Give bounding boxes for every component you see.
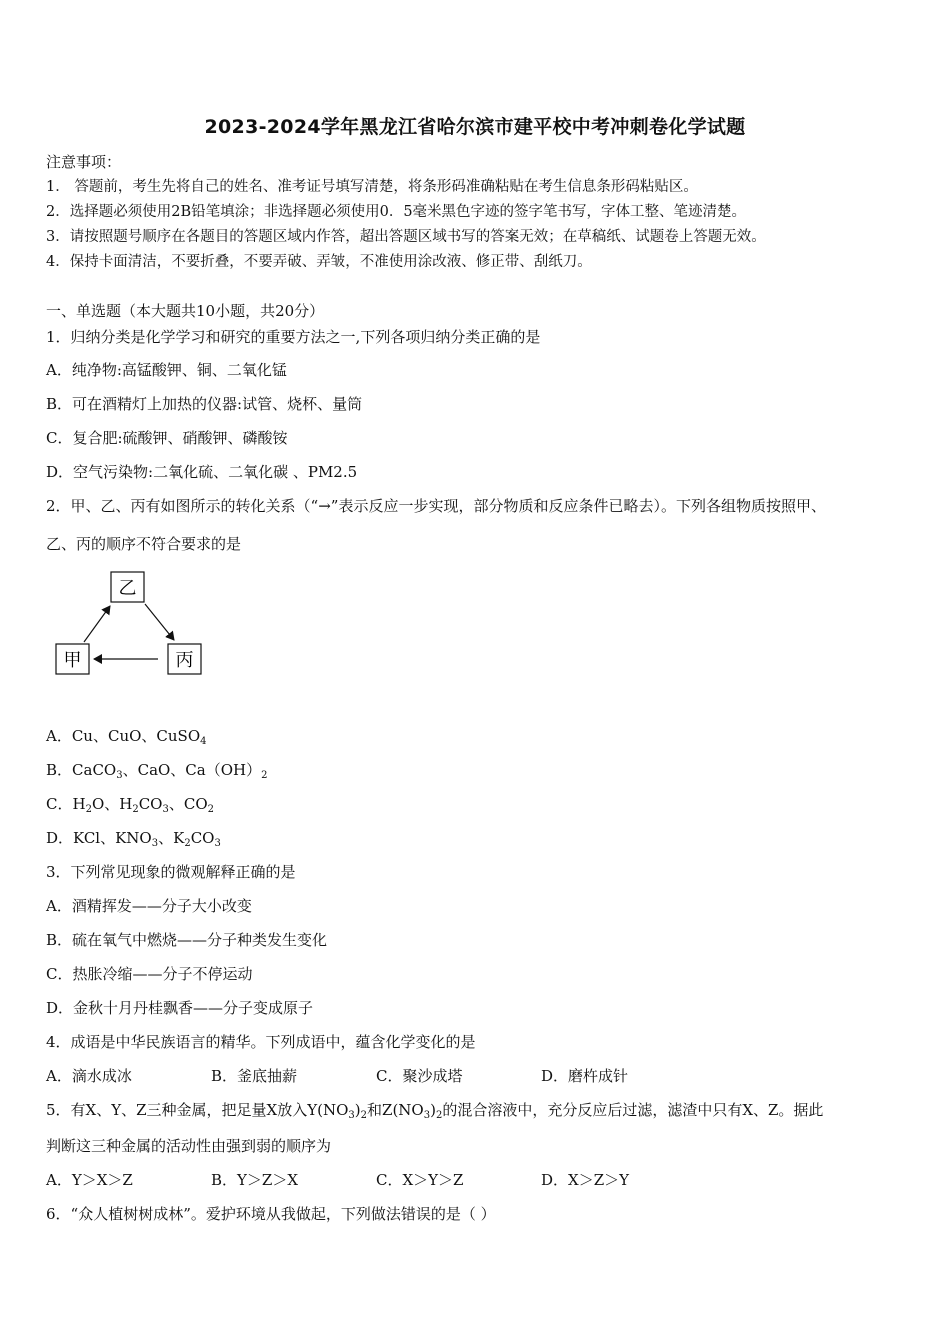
notice-item: 4．保持卡面清洁，不要折叠，不要弄破、弄皱，不准使用涂改液、修正带、刮纸刀。 bbox=[46, 254, 592, 270]
q5-stem-line1: 5．有X、Y、Z三种金属，把足量X放入$Y(NO_3)_2$和$Z(NO_3)_2$的混合溶液中，充分反应后过滤，滤渣中只有X、Z。据此 bbox=[46, 1101, 824, 1121]
q4-option-a: A．滴水成冰 bbox=[46, 1067, 132, 1085]
conversion-diagram bbox=[50, 568, 220, 688]
q5-stem-line2: 判断这三种金属的活动性由强到弱的顺序为 bbox=[46, 1137, 332, 1155]
notice-item: 1． 答题前，考生先将自己的姓名、准考证号填写清楚，将条形码准确粘贴在考生信息条形码粘贴区。 bbox=[46, 179, 698, 195]
notice-heading: 注意事项： bbox=[46, 153, 122, 171]
q4-options bbox=[46, 1066, 628, 1086]
q5-options bbox=[46, 1170, 629, 1190]
q3-option-a: A．酒精挥发——分子大小改变 bbox=[46, 897, 252, 915]
q2-option-c: C．$H_2O$、$H_2CO_3$、$CO_2$ bbox=[46, 795, 215, 815]
q4-option-b: B．釜底抽薪 bbox=[211, 1067, 298, 1085]
arrow-yi-to-bing bbox=[145, 604, 174, 640]
q3-option-b: B．硫在氧气中燃烧——分子种类发生变化 bbox=[46, 931, 328, 949]
box-jia-label: 甲 bbox=[63, 650, 82, 671]
arrow-jia-to-yi bbox=[84, 606, 110, 642]
notice-item: 3．请按照题号顺序在各题目的答题区域内作答，超出答题区域书写的答案无效；在草稿纸、试题卷上答题无效。 bbox=[46, 229, 766, 245]
q1-option-a: A．纯净物:高锰酸钾、铜、二氧化锰 bbox=[46, 361, 287, 379]
q2-stem-line1: 2．甲、乙、丙有如图所示的转化关系（“→”表示反应一步实现，部分物质和反应条件已略去）。下列各组物质按照甲、 bbox=[46, 497, 826, 515]
q4-option-d: D．磨杵成针 bbox=[541, 1067, 629, 1085]
box-bing-label: 丙 bbox=[175, 650, 194, 671]
q4-option-c: C．聚沙成塔 bbox=[376, 1067, 463, 1085]
box-yi-label: 乙 bbox=[118, 578, 137, 599]
q3-option-c: C．热胀冷缩——分子不停运动 bbox=[46, 965, 253, 983]
q5-option-d: D．X＞Z＞Y bbox=[541, 1171, 630, 1189]
notice-item: 2．选择题必须使用2B铅笔填涂；非选择题必须使用0．5毫米黑色字迹的签字笔书写，字体工整、笔迹清楚。 bbox=[46, 204, 747, 220]
q5-option-b: B．Y＞Z＞X bbox=[211, 1171, 299, 1189]
q2-option-b: B．CaCO$_3$、CaO、$Ca(OH)_2$ bbox=[46, 761, 268, 781]
q5-option-a: A．Y＞X＞Z bbox=[46, 1171, 133, 1189]
q4-stem: 4．成语是中华民族语言的精华。下列成语中，蕴含化学变化的是 bbox=[46, 1033, 476, 1051]
q2-option-d: D．KCl、$KNO_3$、$K_2CO_3$ bbox=[46, 829, 221, 849]
section-heading: 一、单选题（本大题共10小题，共20分） bbox=[46, 302, 325, 320]
page-title: 2023-2024学年黑龙江省哈尔滨市建平校中考冲刺卷化学试题 bbox=[204, 116, 746, 138]
q1-option-c: C．复合肥:硫酸钾、硝酸钾、磷酸铵 bbox=[46, 429, 288, 447]
q1-stem: 1．归纳分类是化学学习和研究的重要方法之一,下列各项归纳分类正确的是 bbox=[46, 328, 541, 346]
q6-stem: 6．“众人植树树成林”。爱护环境从我做起，下列做法错误的是（ ） bbox=[46, 1205, 496, 1223]
q3-option-d: D．金秋十月丹桂飘香——分子变成原子 bbox=[46, 999, 314, 1017]
q3-stem: 3．下列常见现象的微观解释正确的是 bbox=[46, 863, 296, 881]
q2-option-a: A．Cu、CuO、CuSO$_4$ bbox=[46, 727, 207, 747]
q2-stem-line2: 乙、丙的顺序不符合要求的是 bbox=[46, 535, 242, 553]
q1-option-d: D．空气污染物:二氧化硫、二氧化碳 、PM2.5 bbox=[46, 463, 358, 481]
q1-option-b: B．可在酒精灯上加热的仪器:试管、烧杯、量筒 bbox=[46, 395, 363, 413]
q5-option-c: C．X＞Y＞Z bbox=[376, 1171, 464, 1189]
